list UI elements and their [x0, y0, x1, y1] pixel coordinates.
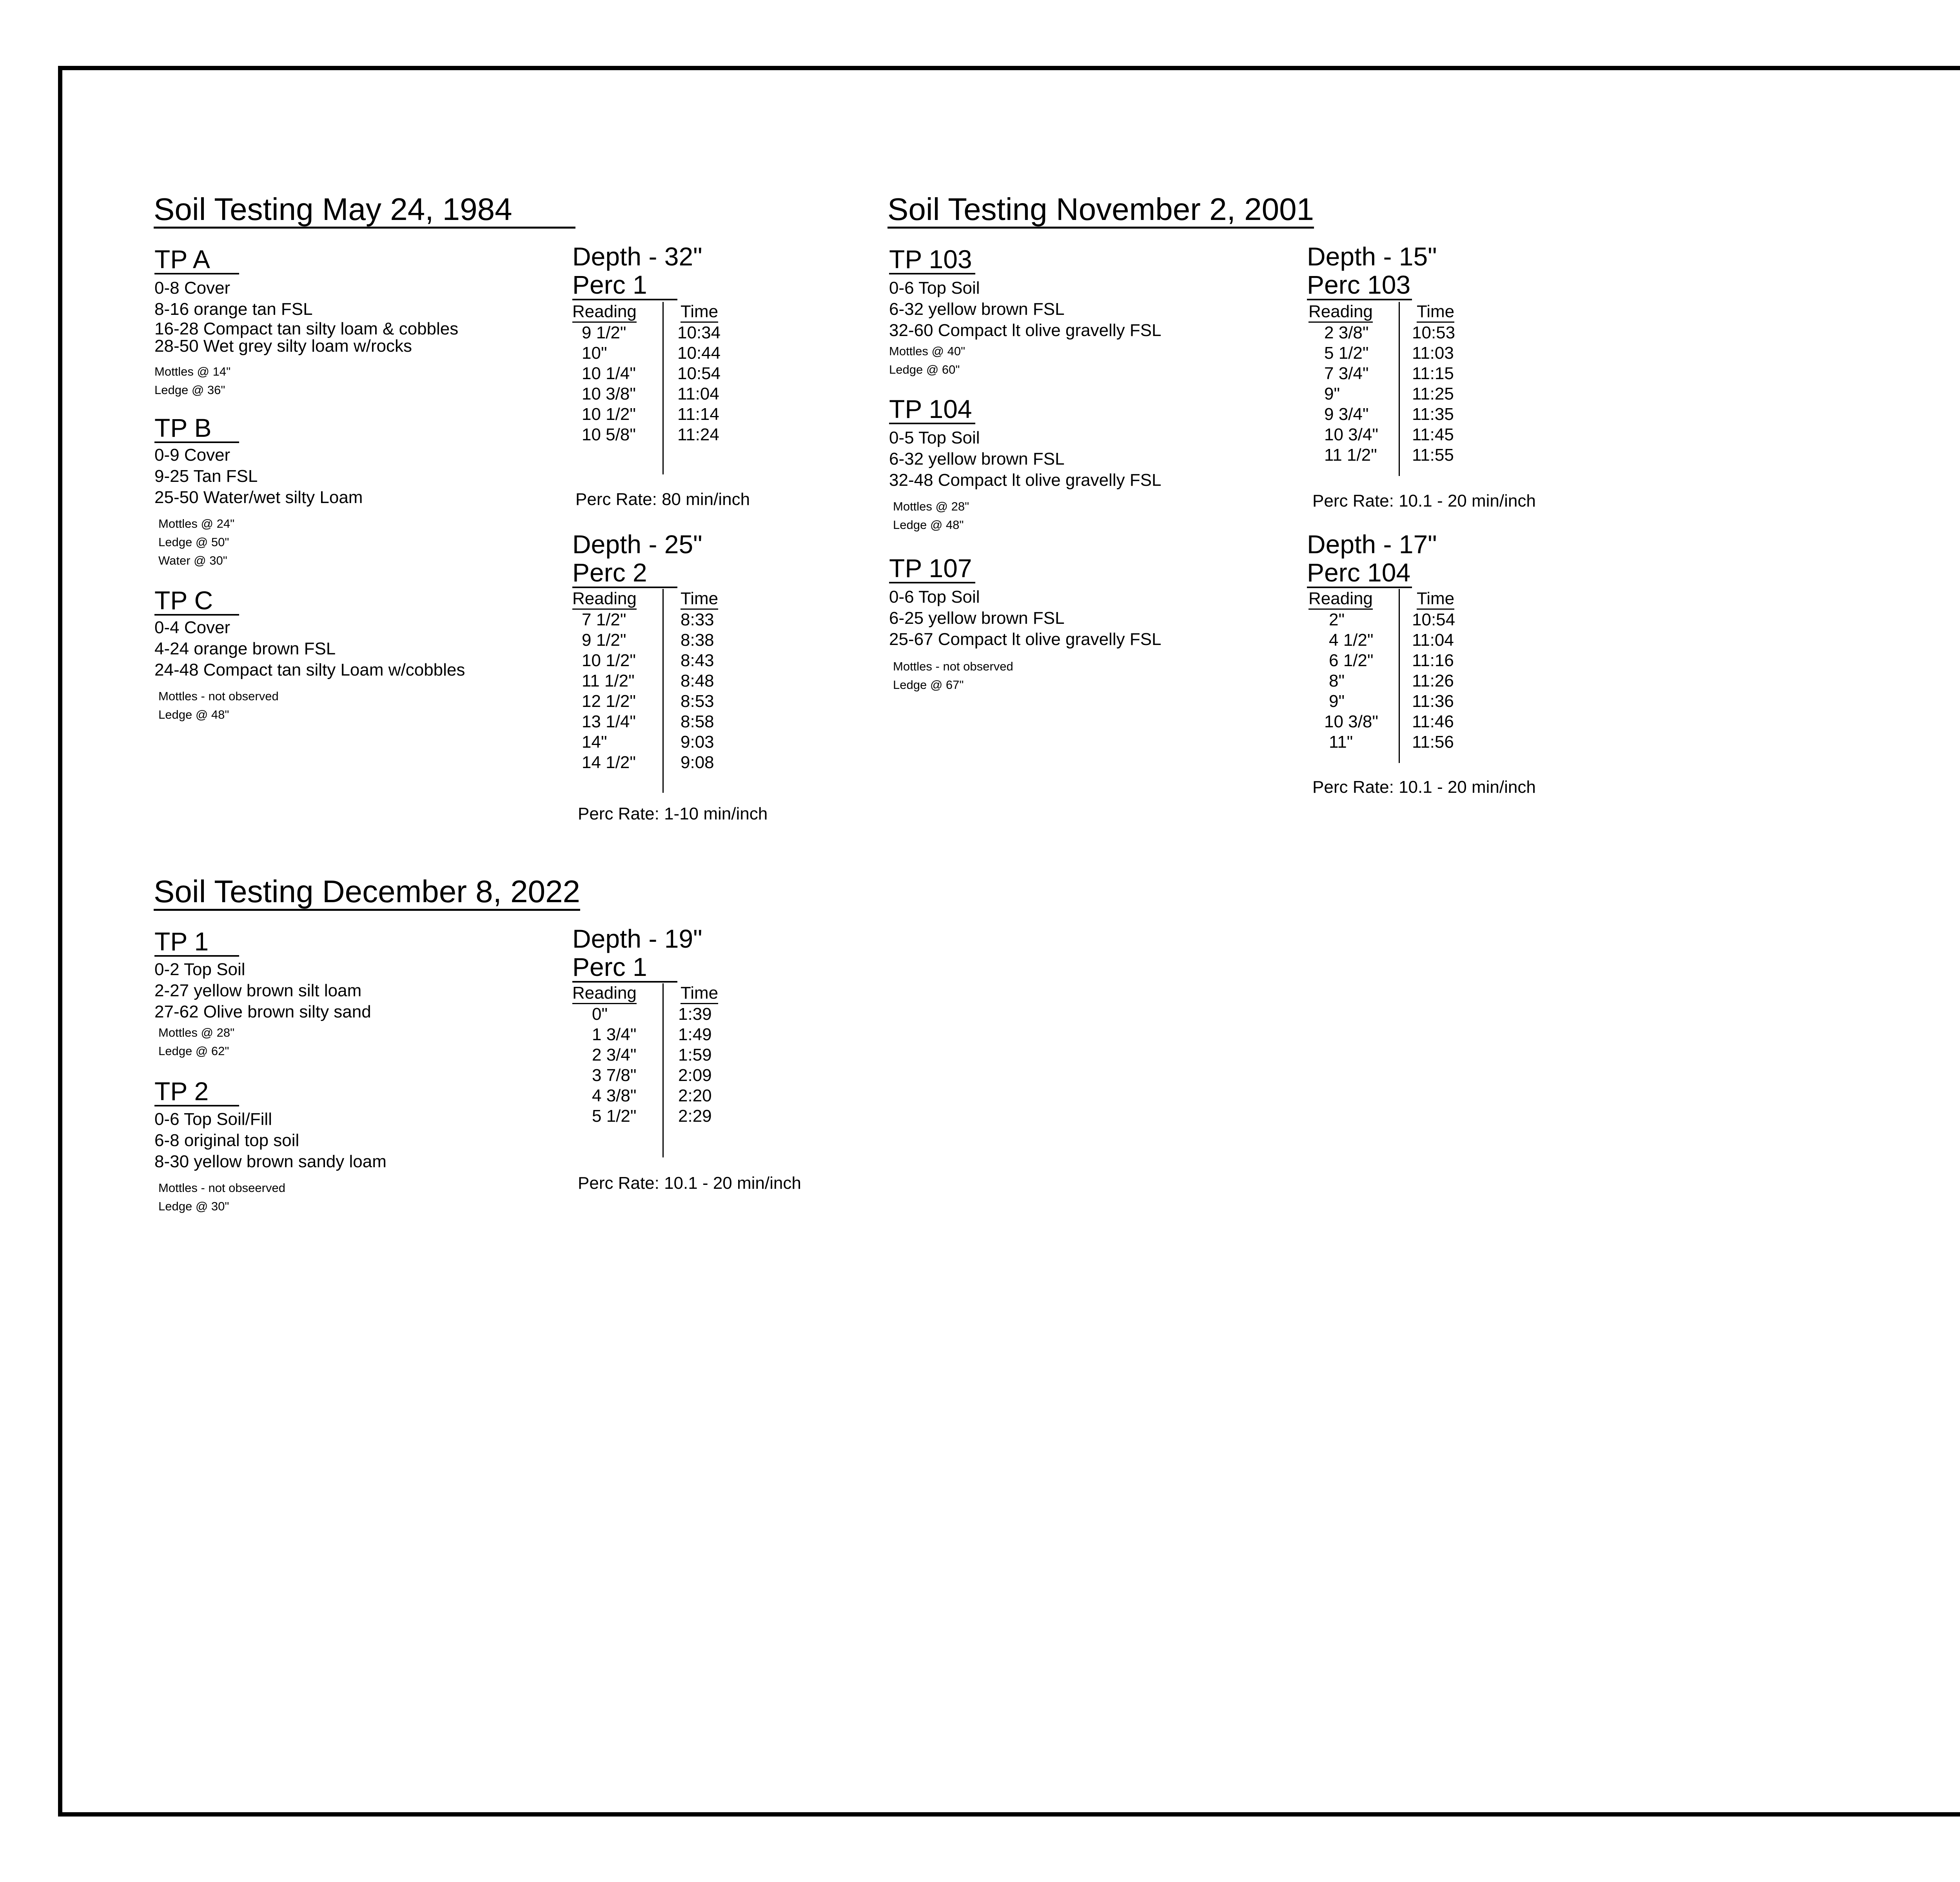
perc-row: 7 3/4" 11:15	[1324, 364, 1454, 383]
tp-layer: 6-8 original top soil	[154, 1131, 299, 1150]
perc-row: 2" 10:54	[1329, 610, 1455, 629]
perc-header	[1307, 242, 1437, 300]
reading-header: Reading	[1308, 302, 1373, 323]
perc-row: 10" 10:44	[582, 343, 721, 363]
perc-row: 11 1/2" 8:48	[582, 671, 714, 690]
tp-layer: 0-9 Cover	[154, 445, 230, 465]
tp-layer: 6-25 yellow brown FSL	[889, 609, 1065, 628]
perc-row: 11 1/2" 11:55	[1324, 445, 1454, 465]
perc-row: 10 3/8" 11:46	[1324, 712, 1454, 731]
tp-layer: 8-30 yellow brown sandy loam	[154, 1152, 387, 1171]
tp-note: Mottles - not obseerved	[158, 1181, 285, 1195]
perc-row: 7 1/2" 8:33	[582, 610, 714, 629]
perc-row: 12 1/2" 8:53	[582, 692, 714, 711]
perc-rate: Perc Rate: 80 min/inch	[575, 490, 750, 509]
perc-rate: Perc Rate: 10.1 - 20 min/inch	[1312, 491, 1536, 510]
tp-layer: 0-2 Top Soil	[154, 960, 245, 979]
tp-notes	[158, 687, 279, 724]
perc-row: 9 1/2" 8:38	[582, 630, 714, 650]
tp-name: TP 2	[154, 1078, 239, 1106]
perc-row: 8" 11:26	[1329, 671, 1454, 690]
perc-name: Perc 103	[1307, 271, 1412, 300]
tp-note: Mottles - not observed	[893, 659, 1013, 673]
perc-row: 5 1/2" 2:29	[592, 1106, 712, 1126]
tp-layer: 16-28 Compact tan silty loam & cobbles	[154, 319, 459, 338]
perc-row: 3 7/8" 2:09	[592, 1066, 712, 1085]
tp-layer: 28-50 Wet grey silty loam w/rocks	[154, 336, 412, 356]
reading-header: Reading	[572, 302, 637, 323]
tp-layer: 0-8 Cover	[154, 278, 230, 298]
perc-depth: Depth - 17"	[1307, 530, 1437, 559]
perc-header	[572, 925, 702, 983]
tp-note: Mottles - not observed	[158, 689, 279, 703]
tp-name: TP A	[154, 246, 239, 274]
time-header: Time	[681, 983, 718, 1004]
tp-note: Mottles @ 28"	[158, 1026, 235, 1039]
perc-depth: Depth - 19"	[572, 924, 702, 953]
perc-name: Perc 104	[1307, 558, 1412, 588]
tp-note: Mottles @ 14"	[154, 365, 231, 378]
tp-layers	[154, 445, 363, 508]
tp-notes	[158, 1179, 285, 1215]
perc-table	[1308, 302, 1473, 464]
tp-layer: 25-67 Compact lt olive gravelly FSL	[889, 630, 1161, 649]
perc-row: 9" 11:36	[1329, 692, 1454, 711]
tp-layer: 6-32 yellow brown FSL	[889, 300, 1065, 319]
tp-note: Ledge @ 67"	[893, 678, 964, 692]
time-header: Time	[681, 589, 718, 610]
perc-row: 2 3/8" 10:53	[1324, 323, 1455, 342]
perc-row: 10 1/4" 10:54	[582, 364, 721, 383]
perc-row: 10 1/2" 11:14	[582, 405, 719, 424]
tp-layers	[889, 587, 1161, 650]
tp-note: Water @ 30"	[158, 554, 227, 567]
perc-row: 14 1/2" 9:08	[582, 753, 714, 772]
perc-row: 10 3/4" 11:45	[1324, 425, 1454, 444]
perc-table	[572, 983, 737, 1125]
perc-name: Perc 2	[572, 558, 677, 588]
perc-row: 14" 9:03	[582, 732, 714, 752]
perc-row: 11" 11:56	[1329, 732, 1454, 752]
tp-layers	[154, 959, 371, 1023]
perc-row: 4 1/2" 11:04	[1329, 630, 1454, 650]
tp-layer: 0-6 Top Soil/Fill	[154, 1110, 272, 1129]
tp-layer: 0-6 Top Soil	[889, 587, 980, 607]
perc-rate: Perc Rate: 1-10 min/inch	[578, 804, 768, 823]
tp-layer: 4-24 orange brown FSL	[154, 639, 336, 658]
perc-header	[572, 242, 702, 300]
tp-layer: 9-25 Tan FSL	[154, 467, 258, 486]
tp-name: TP B	[154, 415, 239, 443]
tp-note: Ledge @ 62"	[158, 1044, 229, 1058]
section-title-2022: Soil Testing December 8, 2022	[154, 876, 580, 911]
reading-header: Reading	[572, 589, 637, 610]
tp-name: TP C	[154, 587, 239, 616]
perc-row: 2 3/4" 1:59	[592, 1045, 712, 1065]
perc-rate: Perc Rate: 10.1 - 20 min/inch	[578, 1174, 801, 1193]
perc-rate: Perc Rate: 10.1 - 20 min/inch	[1312, 778, 1536, 797]
perc-depth: Depth - 25"	[572, 530, 702, 559]
perc-row: 1 3/4" 1:49	[592, 1025, 712, 1044]
tp-layers	[154, 1109, 387, 1172]
perc-row: 10 3/8" 11:04	[582, 384, 719, 403]
perc-row: 10 1/2" 8:43	[582, 651, 714, 670]
perc-table	[572, 589, 737, 772]
tp-note: Mottles @ 28"	[893, 500, 969, 513]
section-title-2001: Soil Testing November 2, 2001	[887, 194, 1314, 229]
tp-note: Ledge @ 50"	[158, 535, 229, 549]
perc-row: 13 1/4" 8:58	[582, 712, 714, 731]
time-header: Time	[681, 302, 718, 323]
perc-row: 5 1/2" 11:03	[1324, 343, 1454, 363]
tp-layer: 6-32 yellow brown FSL	[889, 449, 1065, 469]
tp-name: TP 103	[889, 246, 975, 274]
perc-name: Perc 1	[572, 953, 677, 983]
tp-name: TP 107	[889, 555, 975, 583]
tp-name: TP 104	[889, 396, 975, 424]
tp-note: Ledge @ 48"	[158, 708, 229, 721]
perc-row: 9" 11:25	[1324, 384, 1454, 403]
perc-depth: Depth - 32"	[572, 242, 702, 271]
tp-notes	[154, 362, 230, 399]
time-header: Time	[1417, 589, 1454, 610]
tp-notes	[158, 1023, 234, 1060]
tp-layer: 8-16 orange tan FSL	[154, 300, 313, 319]
perc-header	[1307, 530, 1437, 588]
tp-notes	[158, 514, 234, 570]
perc-row: 0" 1:39	[592, 1005, 712, 1024]
section-title-1984: Soil Testing May 24, 1984	[154, 194, 575, 229]
perc-row: 9 3/4" 11:35	[1324, 405, 1454, 424]
tp-note: Mottles @ 40"	[889, 344, 965, 358]
perc-row: 10 5/8" 11:24	[582, 425, 719, 444]
time-header: Time	[1417, 302, 1454, 323]
perc-header	[572, 530, 702, 588]
reading-header: Reading	[572, 983, 637, 1004]
tp-note: Ledge @ 48"	[893, 518, 964, 532]
tp-layer: 0-4 Cover	[154, 618, 230, 637]
perc-row: 6 1/2" 11:16	[1329, 651, 1454, 670]
tp-layer: 27-62 Olive brown silty sand	[154, 1002, 371, 1021]
tp-layers	[889, 427, 1161, 491]
tp-notes	[893, 497, 969, 534]
tp-note: Ledge @ 60"	[889, 363, 960, 376]
tp-layers	[154, 617, 465, 681]
tp-layers	[889, 278, 1161, 341]
tp-name: TP 1	[154, 928, 239, 957]
tp-layer: 32-48 Compact lt olive gravelly FSL	[889, 470, 1161, 490]
perc-row: 4 3/8" 2:20	[592, 1086, 712, 1105]
perc-row: 9 1/2" 10:34	[582, 323, 721, 342]
tp-layer: 0-5 Top Soil	[889, 428, 980, 447]
tp-note: Mottles @ 24"	[158, 517, 235, 530]
tp-layer: 25-50 Water/wet silty Loam	[154, 488, 363, 507]
tp-notes	[893, 657, 1013, 694]
perc-name: Perc 1	[572, 271, 677, 300]
perc-table	[1308, 589, 1473, 751]
perc-table	[572, 302, 737, 444]
perc-depth: Depth - 15"	[1307, 242, 1437, 271]
tp-layers	[154, 278, 458, 354]
tp-layer: 2-27 yellow brown silt loam	[154, 981, 362, 1000]
tp-notes	[889, 342, 965, 379]
tp-layer: 32-60 Compact lt olive gravelly FSL	[889, 321, 1161, 340]
tp-note: Ledge @ 36"	[154, 383, 225, 397]
tp-layer: 0-6 Top Soil	[889, 278, 980, 298]
reading-header: Reading	[1308, 589, 1373, 610]
tp-note: Ledge @ 30"	[158, 1199, 229, 1213]
tp-layer: 24-48 Compact tan silty Loam w/cobbles	[154, 660, 465, 679]
